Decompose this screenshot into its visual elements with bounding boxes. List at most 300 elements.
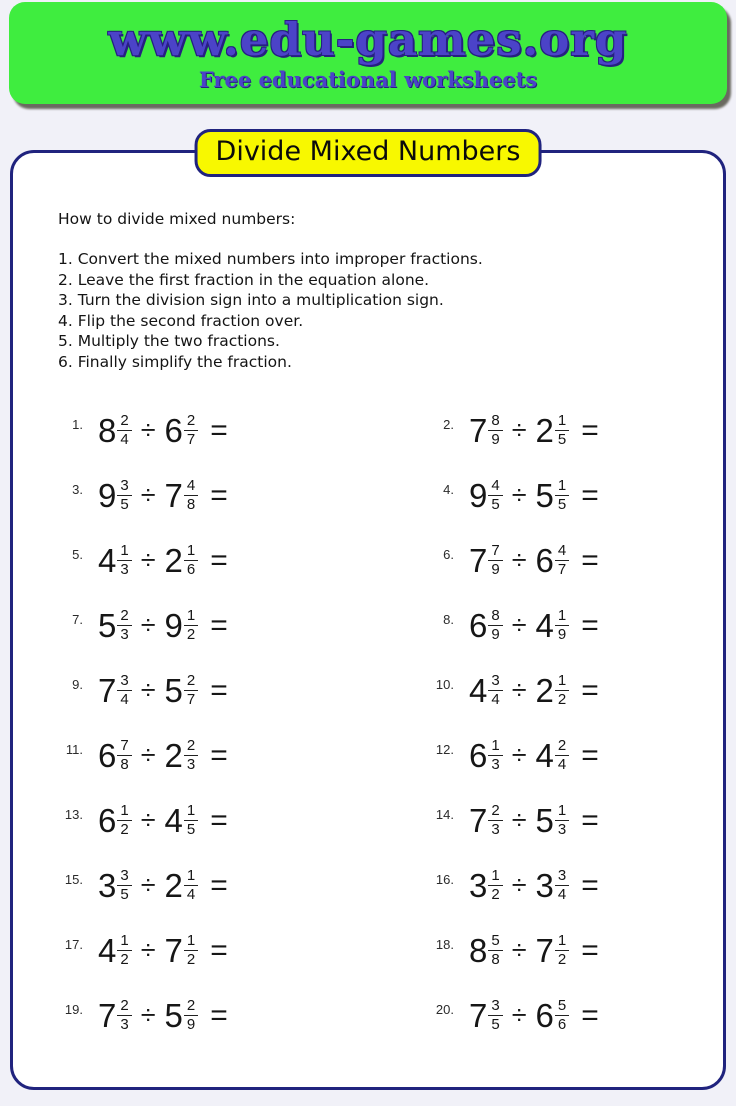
- division-sign: ÷: [140, 415, 156, 445]
- problem-row: [55, 853, 426, 918]
- mixed-number-divisor: [536, 738, 570, 774]
- division-sign: ÷: [511, 545, 527, 575]
- problem-equation: [98, 478, 228, 514]
- mixed-number-divisor: [536, 933, 570, 969]
- mixed-number-dividend: [469, 933, 503, 969]
- fraction: [488, 738, 502, 774]
- fraction-denominator: 5: [120, 496, 129, 513]
- fraction-denominator: 2: [557, 951, 567, 968]
- problem-number: 7.: [72, 612, 83, 627]
- fraction: [184, 803, 198, 839]
- fraction-numerator: 2: [184, 738, 198, 757]
- fraction-numerator: 3: [117, 673, 131, 692]
- equals-sign: =: [581, 803, 599, 837]
- fraction: [117, 868, 131, 904]
- problem-equation: [469, 998, 599, 1034]
- division-sign: ÷: [511, 1000, 527, 1030]
- fraction: [184, 933, 198, 969]
- equals-sign: =: [581, 673, 599, 707]
- equals-sign: =: [210, 933, 228, 967]
- problem-equation: [98, 868, 228, 904]
- problem-number: 20.: [435, 1002, 454, 1017]
- fraction-numerator: 7: [488, 543, 502, 562]
- mixed-number-divisor: [165, 673, 199, 709]
- problem-number: 16.: [435, 872, 454, 887]
- mixed-number-dividend: [469, 868, 503, 904]
- division-sign: ÷: [140, 675, 156, 705]
- fraction: [117, 608, 131, 644]
- fraction-numerator: 2: [117, 998, 131, 1017]
- division-sign: ÷: [140, 935, 156, 965]
- mixed-number-divisor: [536, 803, 570, 839]
- fraction-numerator: 1: [555, 673, 569, 692]
- whole-number: 6: [469, 737, 488, 774]
- fraction-numerator: 2: [117, 413, 131, 432]
- fraction: [184, 738, 198, 774]
- fraction: [488, 803, 502, 839]
- mixed-number-divisor: [165, 738, 199, 774]
- problem-number: 11.: [65, 742, 83, 757]
- mixed-number-dividend: [469, 413, 503, 449]
- mixed-number-dividend: [98, 608, 132, 644]
- whole-number: 2: [164, 867, 183, 904]
- problem-row: [426, 918, 723, 983]
- division-sign: ÷: [511, 805, 527, 835]
- whole-number: 6: [535, 997, 554, 1034]
- whole-number: 7: [98, 672, 117, 709]
- whole-number: 9: [98, 477, 117, 514]
- fraction: [488, 673, 502, 709]
- fraction: [184, 673, 198, 709]
- mixed-number-dividend: [98, 413, 132, 449]
- problem-row: [55, 463, 426, 528]
- whole-number: 7: [469, 412, 488, 449]
- whole-number: 7: [164, 477, 183, 514]
- problem-number: 2.: [443, 417, 454, 432]
- fraction-denominator: 7: [186, 431, 196, 448]
- problem-row: [55, 658, 426, 723]
- mixed-number-divisor: [536, 673, 570, 709]
- fraction: [555, 868, 569, 904]
- worksheet-frame: [10, 136, 726, 1090]
- fraction-denominator: 2: [491, 886, 500, 903]
- fraction-numerator: 1: [184, 803, 198, 822]
- fraction: [117, 478, 131, 514]
- whole-number: 5: [535, 477, 554, 514]
- fraction-numerator: 3: [117, 868, 131, 887]
- whole-number: 9: [164, 607, 183, 644]
- division-sign: ÷: [511, 870, 527, 900]
- fraction-denominator: 9: [557, 626, 567, 643]
- problem-equation: [469, 543, 599, 579]
- problems-grid: [55, 398, 723, 1048]
- fraction: [555, 998, 569, 1034]
- fraction-numerator: 3: [488, 998, 502, 1017]
- fraction: [488, 543, 502, 579]
- problem-row: [55, 788, 426, 853]
- division-sign: ÷: [140, 805, 156, 835]
- problem-row: [426, 983, 723, 1048]
- problem-number: 13.: [64, 807, 83, 822]
- mixed-number-divisor: [536, 543, 570, 579]
- mixed-number-divisor: [536, 608, 570, 644]
- fraction: [488, 413, 502, 449]
- mixed-number-dividend: [469, 998, 503, 1034]
- equals-sign: =: [581, 413, 599, 447]
- problem-number: 18.: [435, 937, 454, 952]
- fraction-numerator: 2: [555, 738, 569, 757]
- fraction: [117, 933, 131, 969]
- equals-sign: =: [581, 998, 599, 1032]
- fraction: [488, 933, 502, 969]
- instructions: [58, 209, 703, 372]
- mixed-number-divisor: [165, 868, 199, 904]
- whole-number: 5: [164, 672, 183, 709]
- instruction-step: 4. Flip the second fraction over.: [58, 311, 304, 330]
- fraction-denominator: 3: [557, 821, 567, 838]
- fraction-numerator: 2: [184, 413, 198, 432]
- fraction: [184, 413, 198, 449]
- mixed-number-dividend: [98, 673, 132, 709]
- fraction-denominator: 2: [186, 951, 196, 968]
- whole-number: 4: [469, 672, 488, 709]
- fraction: [184, 543, 198, 579]
- problem-number: 19.: [64, 1002, 83, 1017]
- equals-sign: =: [210, 738, 228, 772]
- fraction-numerator: 1: [555, 608, 569, 627]
- whole-number: 7: [469, 997, 488, 1034]
- problem-equation: [469, 413, 599, 449]
- equals-sign: =: [210, 413, 228, 447]
- fraction: [555, 933, 569, 969]
- whole-number: 2: [535, 412, 554, 449]
- division-sign: ÷: [511, 675, 527, 705]
- whole-number: 4: [535, 737, 554, 774]
- fraction: [488, 478, 502, 514]
- problem-row: [55, 723, 426, 788]
- division-sign: ÷: [511, 415, 527, 445]
- problem-equation: [469, 608, 599, 644]
- fraction-numerator: 2: [488, 803, 502, 822]
- equals-sign: =: [210, 868, 228, 902]
- site-subtitle: Free educational worksheets: [198, 66, 538, 92]
- fraction-numerator: 5: [555, 998, 569, 1017]
- fraction-numerator: 8: [488, 413, 502, 432]
- fraction-denominator: 3: [491, 821, 500, 838]
- fraction-numerator: 1: [488, 868, 502, 887]
- fraction-numerator: 2: [184, 998, 198, 1017]
- fraction: [555, 608, 569, 644]
- mixed-number-dividend: [98, 998, 132, 1034]
- problem-number: 6.: [443, 547, 454, 562]
- fraction: [117, 673, 131, 709]
- instruction-step: 5. Multiply the two fractions.: [58, 332, 280, 350]
- fraction-numerator: 1: [555, 803, 569, 822]
- problem-equation: [469, 933, 599, 969]
- mixed-number-divisor: [165, 998, 199, 1034]
- fraction: [117, 998, 131, 1034]
- division-sign: ÷: [140, 1000, 156, 1030]
- fraction-denominator: 2: [186, 626, 196, 643]
- worksheet-title: Divide Mixed Numbers: [195, 129, 542, 177]
- whole-number: 4: [164, 802, 183, 839]
- problem-number: 10.: [435, 677, 454, 692]
- fraction-denominator: 3: [120, 1016, 129, 1033]
- mixed-number-divisor: [165, 413, 199, 449]
- equals-sign: =: [210, 803, 228, 837]
- whole-number: 5: [535, 802, 554, 839]
- fraction-denominator: 3: [120, 561, 129, 578]
- whole-number: 2: [535, 672, 554, 709]
- fraction-numerator: 1: [555, 478, 569, 497]
- whole-number: 4: [98, 542, 117, 579]
- problem-row: [426, 658, 723, 723]
- fraction-denominator: 4: [557, 886, 567, 903]
- fraction-denominator: 3: [186, 756, 196, 773]
- fraction-numerator: 4: [555, 543, 569, 562]
- whole-number: 6: [469, 607, 488, 644]
- fraction: [488, 998, 502, 1034]
- problem-equation: [98, 803, 228, 839]
- problem-row: [55, 398, 426, 463]
- fraction-numerator: 7: [117, 738, 131, 757]
- whole-number: 7: [535, 932, 554, 969]
- fraction-denominator: 4: [120, 691, 129, 708]
- problem-equation: [469, 478, 599, 514]
- fraction-denominator: 5: [186, 821, 196, 838]
- division-sign: ÷: [511, 610, 527, 640]
- whole-number: 8: [469, 932, 488, 969]
- whole-number: 6: [535, 542, 554, 579]
- problem-row: [426, 528, 723, 593]
- problem-row: [426, 398, 723, 463]
- mixed-number-dividend: [98, 868, 132, 904]
- problem-number: 14.: [435, 807, 454, 822]
- whole-number: 3: [469, 867, 488, 904]
- instruction-step: 6. Finally simplify the fraction.: [58, 352, 292, 371]
- mixed-number-divisor: [536, 998, 570, 1034]
- whole-number: 3: [535, 867, 554, 904]
- fraction-denominator: 5: [557, 431, 567, 448]
- whole-number: 2: [164, 737, 183, 774]
- fraction: [555, 673, 569, 709]
- equals-sign: =: [210, 608, 228, 642]
- fraction-denominator: 2: [557, 691, 567, 708]
- fraction-denominator: 6: [186, 561, 196, 578]
- whole-number: 8: [98, 412, 117, 449]
- equals-sign: =: [581, 478, 599, 512]
- fraction: [184, 868, 198, 904]
- fraction-numerator: 1: [117, 803, 131, 822]
- equals-sign: =: [581, 868, 599, 902]
- mixed-number-divisor: [536, 413, 570, 449]
- fraction: [488, 608, 502, 644]
- equals-sign: =: [210, 478, 228, 512]
- fraction-denominator: 8: [491, 951, 500, 968]
- fraction-numerator: 3: [488, 673, 502, 692]
- problem-row: [55, 528, 426, 593]
- problem-equation: [469, 803, 599, 839]
- fraction-numerator: 1: [184, 608, 198, 627]
- site-banner: [9, 2, 727, 104]
- fraction: [555, 413, 569, 449]
- fraction-numerator: 1: [555, 413, 569, 432]
- mixed-number-divisor: [536, 478, 570, 514]
- fraction-numerator: 1: [117, 933, 131, 952]
- instruction-step: 2. Leave the first fraction in the equation alone.: [58, 270, 430, 289]
- fraction: [117, 413, 131, 449]
- problem-equation: [98, 738, 228, 774]
- fraction-numerator: 1: [184, 543, 198, 562]
- problem-row: [426, 853, 723, 918]
- mixed-number-dividend: [98, 933, 132, 969]
- mixed-number-dividend: [469, 608, 503, 644]
- problem-row: [426, 723, 723, 788]
- problem-row: [55, 918, 426, 983]
- problem-row: [426, 788, 723, 853]
- whole-number: 6: [98, 802, 117, 839]
- problem-equation: [469, 868, 599, 904]
- whole-number: 7: [469, 802, 488, 839]
- whole-number: 5: [98, 607, 117, 644]
- mixed-number-divisor: [165, 543, 199, 579]
- problem-equation: [469, 673, 599, 709]
- fraction: [488, 868, 502, 904]
- fraction: [184, 478, 198, 514]
- fraction-denominator: 5: [491, 1016, 500, 1033]
- problem-equation: [98, 543, 228, 579]
- fraction-numerator: 3: [555, 868, 569, 887]
- fraction-numerator: 1: [488, 738, 502, 757]
- problem-number: 15.: [64, 872, 83, 887]
- problem-equation: [98, 673, 228, 709]
- mixed-number-dividend: [469, 478, 503, 514]
- mixed-number-divisor: [165, 478, 199, 514]
- mixed-number-dividend: [469, 673, 503, 709]
- division-sign: ÷: [511, 740, 527, 770]
- fraction-denominator: 4: [186, 886, 196, 903]
- fraction-denominator: 2: [120, 821, 129, 838]
- fraction-denominator: 7: [186, 691, 196, 708]
- problem-equation: [469, 738, 599, 774]
- fraction-denominator: 5: [120, 886, 129, 903]
- division-sign: ÷: [140, 740, 156, 770]
- fraction: [117, 738, 131, 774]
- instruction-step: 1. Convert the mixed numbers into improper fractions.: [58, 250, 483, 268]
- equals-sign: =: [581, 608, 599, 642]
- whole-number: 6: [164, 412, 183, 449]
- whole-number: 6: [98, 737, 117, 774]
- equals-sign: =: [581, 543, 599, 577]
- equals-sign: =: [210, 998, 228, 1032]
- whole-number: 5: [164, 997, 183, 1034]
- problem-equation: [98, 413, 228, 449]
- fraction-numerator: 1: [184, 933, 198, 952]
- fraction-denominator: 8: [120, 756, 129, 773]
- mixed-number-divisor: [536, 868, 570, 904]
- fraction-denominator: 2: [120, 951, 129, 968]
- whole-number: 7: [469, 542, 488, 579]
- problem-number: 1.: [72, 417, 83, 432]
- fraction-denominator: 9: [491, 561, 500, 578]
- whole-number: 4: [535, 607, 554, 644]
- instructions-heading: How to divide mixed numbers:: [58, 210, 296, 228]
- fraction-denominator: 8: [186, 496, 196, 513]
- division-sign: ÷: [140, 870, 156, 900]
- problem-row: [55, 593, 426, 658]
- fraction-denominator: 4: [120, 431, 129, 448]
- fraction-denominator: 3: [120, 626, 129, 643]
- fraction-numerator: 2: [117, 608, 131, 627]
- problem-row: [55, 983, 426, 1048]
- mixed-number-dividend: [469, 738, 503, 774]
- mixed-number-dividend: [98, 478, 132, 514]
- problem-row: [426, 463, 723, 528]
- problem-number: 8.: [443, 612, 454, 627]
- mixed-number-dividend: [98, 803, 132, 839]
- whole-number: 9: [469, 477, 488, 514]
- fraction-denominator: 5: [491, 496, 500, 513]
- problem-number: 3.: [72, 482, 83, 497]
- fraction-numerator: 4: [488, 478, 502, 497]
- fraction: [117, 803, 131, 839]
- fraction: [555, 543, 569, 579]
- fraction-numerator: 4: [184, 478, 198, 497]
- fraction-denominator: 3: [491, 756, 500, 773]
- equals-sign: =: [210, 673, 228, 707]
- problem-row: [426, 593, 723, 658]
- fraction-numerator: 3: [117, 478, 131, 497]
- fraction-numerator: 1: [555, 933, 569, 952]
- problem-equation: [98, 608, 228, 644]
- problem-number: 5.: [72, 547, 83, 562]
- mixed-number-dividend: [98, 543, 132, 579]
- problem-number: 12.: [435, 742, 454, 757]
- equals-sign: =: [581, 933, 599, 967]
- fraction: [184, 608, 198, 644]
- fraction-numerator: 1: [117, 543, 131, 562]
- fraction: [555, 738, 569, 774]
- whole-number: 2: [164, 542, 183, 579]
- fraction-denominator: 6: [557, 1016, 567, 1033]
- fraction-denominator: 9: [491, 626, 500, 643]
- whole-number: 7: [164, 932, 183, 969]
- whole-number: 4: [98, 932, 117, 969]
- division-sign: ÷: [140, 480, 156, 510]
- mixed-number-divisor: [165, 608, 199, 644]
- mixed-number-dividend: [469, 543, 503, 579]
- fraction-denominator: 4: [491, 691, 500, 708]
- fraction-numerator: 2: [184, 673, 198, 692]
- fraction-numerator: 8: [488, 608, 502, 627]
- mixed-number-divisor: [165, 933, 199, 969]
- fraction: [555, 803, 569, 839]
- fraction: [117, 543, 131, 579]
- instruction-step: 3. Turn the division sign into a multiplication sign.: [58, 291, 444, 309]
- division-sign: ÷: [511, 480, 527, 510]
- equals-sign: =: [210, 543, 228, 577]
- fraction-denominator: 9: [186, 1016, 196, 1033]
- fraction-denominator: 9: [491, 431, 500, 448]
- problem-number: 9.: [72, 677, 83, 692]
- fraction-denominator: 7: [557, 561, 567, 578]
- problem-equation: [98, 933, 228, 969]
- division-sign: ÷: [511, 935, 527, 965]
- problem-number: 17.: [64, 937, 83, 952]
- problem-equation: [98, 998, 228, 1034]
- fraction-numerator: 5: [488, 933, 502, 952]
- fraction-denominator: 5: [557, 496, 567, 513]
